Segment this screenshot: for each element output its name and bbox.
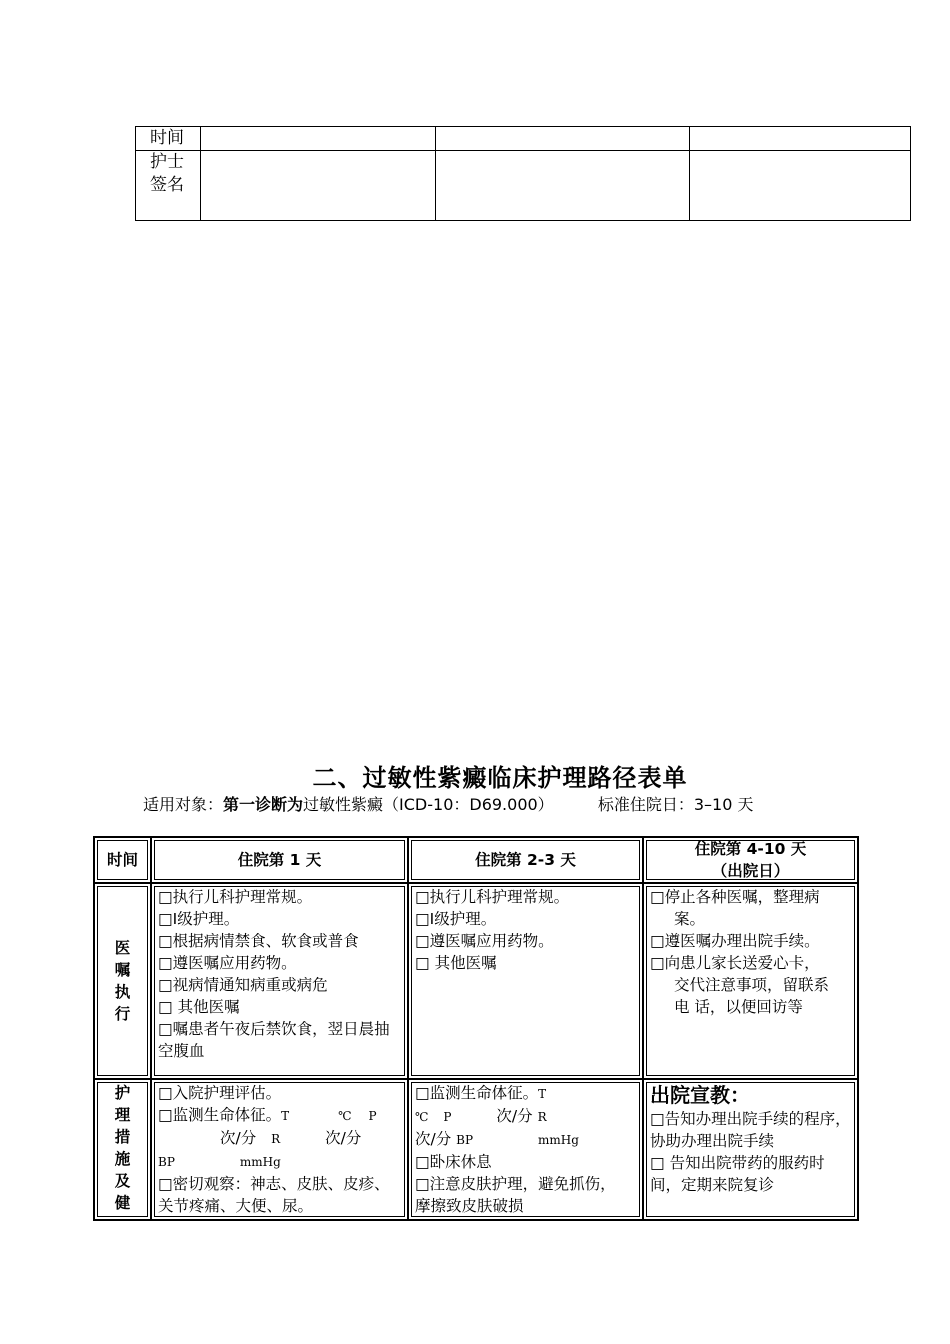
nursing-day2-3 — [408, 1079, 643, 1220]
row-label-char: 措 — [114, 1128, 131, 1146]
vital-bp: BP — [158, 1155, 175, 1169]
checkbox-item: □监测生命体征。 — [158, 1106, 282, 1124]
header-time — [94, 837, 151, 883]
checkbox-item: □执行儿科护理常规。 — [415, 888, 570, 906]
row-label-char: 执 — [114, 983, 131, 1001]
checkbox-item: □向患儿家长送爱心卡， — [650, 954, 820, 972]
empty-cell — [201, 127, 436, 151]
header-day4-10-line2: （出院日） — [711, 862, 790, 880]
document-title: 二、过敏性紫癜临床护理路径表单 — [312, 764, 688, 792]
row-label-char: 及 — [114, 1172, 131, 1190]
nurse-label-line1: 护士 — [150, 152, 184, 172]
row-label-char: 健 — [114, 1194, 131, 1212]
subtitle-prefix: 适用对象： — [143, 795, 224, 814]
checkbox-item: □ 其他医嘱 — [415, 954, 497, 972]
orders-row — [94, 883, 858, 1079]
unit: 次/分 — [220, 1129, 257, 1147]
nurse-label-line2: 签名 — [150, 175, 184, 195]
subtitle-bold: 第一诊断为 — [223, 795, 304, 814]
header-row — [94, 837, 858, 883]
checkbox-item-cont: 案。 — [674, 910, 706, 928]
vital-signs-line — [415, 1105, 636, 1128]
empty-cell — [690, 127, 911, 151]
time-label-cell — [136, 127, 201, 151]
vital-signs-line — [415, 1128, 636, 1151]
checkbox-item-cont: 交代注意事项，留联系 — [674, 976, 830, 994]
checkbox-item: □入院护理评估。 — [158, 1084, 282, 1102]
vital-signs-line — [158, 1150, 401, 1173]
unit-mmhg: mmHg — [538, 1133, 579, 1147]
orders-row-label — [94, 883, 151, 1079]
row-label-char: 理 — [114, 1106, 131, 1124]
checkbox-item: □执行儿科护理常规。 — [158, 888, 313, 906]
unit: 次/分 — [496, 1107, 533, 1125]
signature-cell — [201, 151, 436, 221]
checkbox-item: □遵医嘱办理出院手续。 — [650, 932, 820, 950]
checkbox-item: □Ⅰ级护理。 — [158, 910, 240, 928]
unit: 次/分 — [415, 1130, 452, 1148]
row-label-char: 施 — [114, 1150, 131, 1168]
checkbox-item: □ 其他医嘱 — [158, 998, 240, 1016]
row-label-char: 行 — [114, 1005, 131, 1023]
checkbox-item: □根据病情禁食、软食或普食 — [158, 932, 359, 950]
header-day1 — [151, 837, 408, 883]
nursing-day4-10 — [643, 1079, 858, 1220]
signature-cell — [436, 151, 690, 221]
subtitle-stay: 标准住院日：3–10 天 — [597, 795, 754, 814]
vital-signs-line — [158, 1127, 401, 1150]
checkbox-item: □遵医嘱应用药物。 — [158, 954, 297, 972]
orders-day4-10 — [643, 883, 858, 1079]
header-day4-10 — [643, 837, 858, 883]
checkbox-item: □遵医嘱应用药物。 — [415, 932, 554, 950]
checkbox-item: □注意皮肤护理，避免抓伤， 摩擦致皮肤破损 — [415, 1175, 616, 1215]
vital-c: ℃ — [415, 1110, 429, 1124]
checkbox-item: □监测生命体征。 — [415, 1084, 539, 1102]
nursing-row — [94, 1079, 858, 1220]
header-day4-10-line1: 住院第 4-10 天 — [694, 840, 807, 858]
row-label-char: 护 — [114, 1084, 131, 1102]
subtitle-diagnosis: 过敏性紫癜（ICD-10：D69.000） — [303, 795, 554, 814]
time-label: 时间 — [150, 128, 184, 148]
orders-day2-3 — [408, 883, 643, 1079]
row-label-char: 嘱 — [114, 961, 131, 979]
checkbox-item: □Ⅰ级护理。 — [415, 910, 497, 928]
unit: 次/分 — [325, 1129, 362, 1147]
vital-t: T — [281, 1109, 290, 1123]
discharge-education-heading: 出院宣教： — [650, 1083, 750, 1107]
vital-p: P — [368, 1109, 377, 1123]
checkbox-item: □视病情通知病重或病危 — [158, 976, 328, 994]
vital-bp: BP — [456, 1133, 474, 1147]
pathway-table — [93, 836, 859, 1221]
checkbox-item: □ 告知出院带药的服药时间，定期来院复诊 — [650, 1154, 825, 1194]
vital-p: P — [443, 1110, 452, 1124]
nursing-day1 — [151, 1079, 408, 1220]
vital-signs-line — [158, 1104, 401, 1127]
vital-t: T — [538, 1087, 547, 1101]
empty-cell — [436, 127, 690, 151]
signature-cell — [690, 151, 911, 221]
checkbox-item: □告知办理出院手续的程序，协助办理出院手续 — [650, 1110, 851, 1150]
header-day2-3 — [408, 837, 643, 883]
vital-r: R — [271, 1132, 281, 1146]
nurse-signature-label-cell — [136, 151, 201, 221]
checkbox-item: □嘱患者午夜后禁饮食，翌日晨抽空腹血 — [158, 1020, 390, 1060]
vital-c: ℃ — [338, 1109, 352, 1123]
unit-mmhg: mmHg — [239, 1155, 281, 1169]
header-time-label: 时间 — [106, 851, 138, 869]
top-signature-table — [135, 126, 911, 221]
row-label-char: 医 — [114, 939, 131, 957]
checkbox-item: □卧床休息 — [415, 1153, 492, 1171]
vital-r: R — [537, 1110, 547, 1124]
vital-signs-line — [415, 1082, 636, 1105]
checkbox-item: □密切观察：神志、皮肤、皮疹、关节疼痛、大便、尿。 — [158, 1175, 390, 1215]
orders-day1 — [151, 883, 408, 1079]
header-day2-3-label: 住院第 2-3 天 — [475, 851, 576, 869]
checkbox-item: □停止各种医嘱，整理病 — [650, 888, 820, 906]
checkbox-item-cont: 电 话，以便回访等 — [674, 998, 803, 1016]
subtitle — [143, 792, 754, 815]
header-day1-label: 住院第 1 天 — [237, 851, 322, 869]
nursing-row-label — [94, 1079, 151, 1220]
